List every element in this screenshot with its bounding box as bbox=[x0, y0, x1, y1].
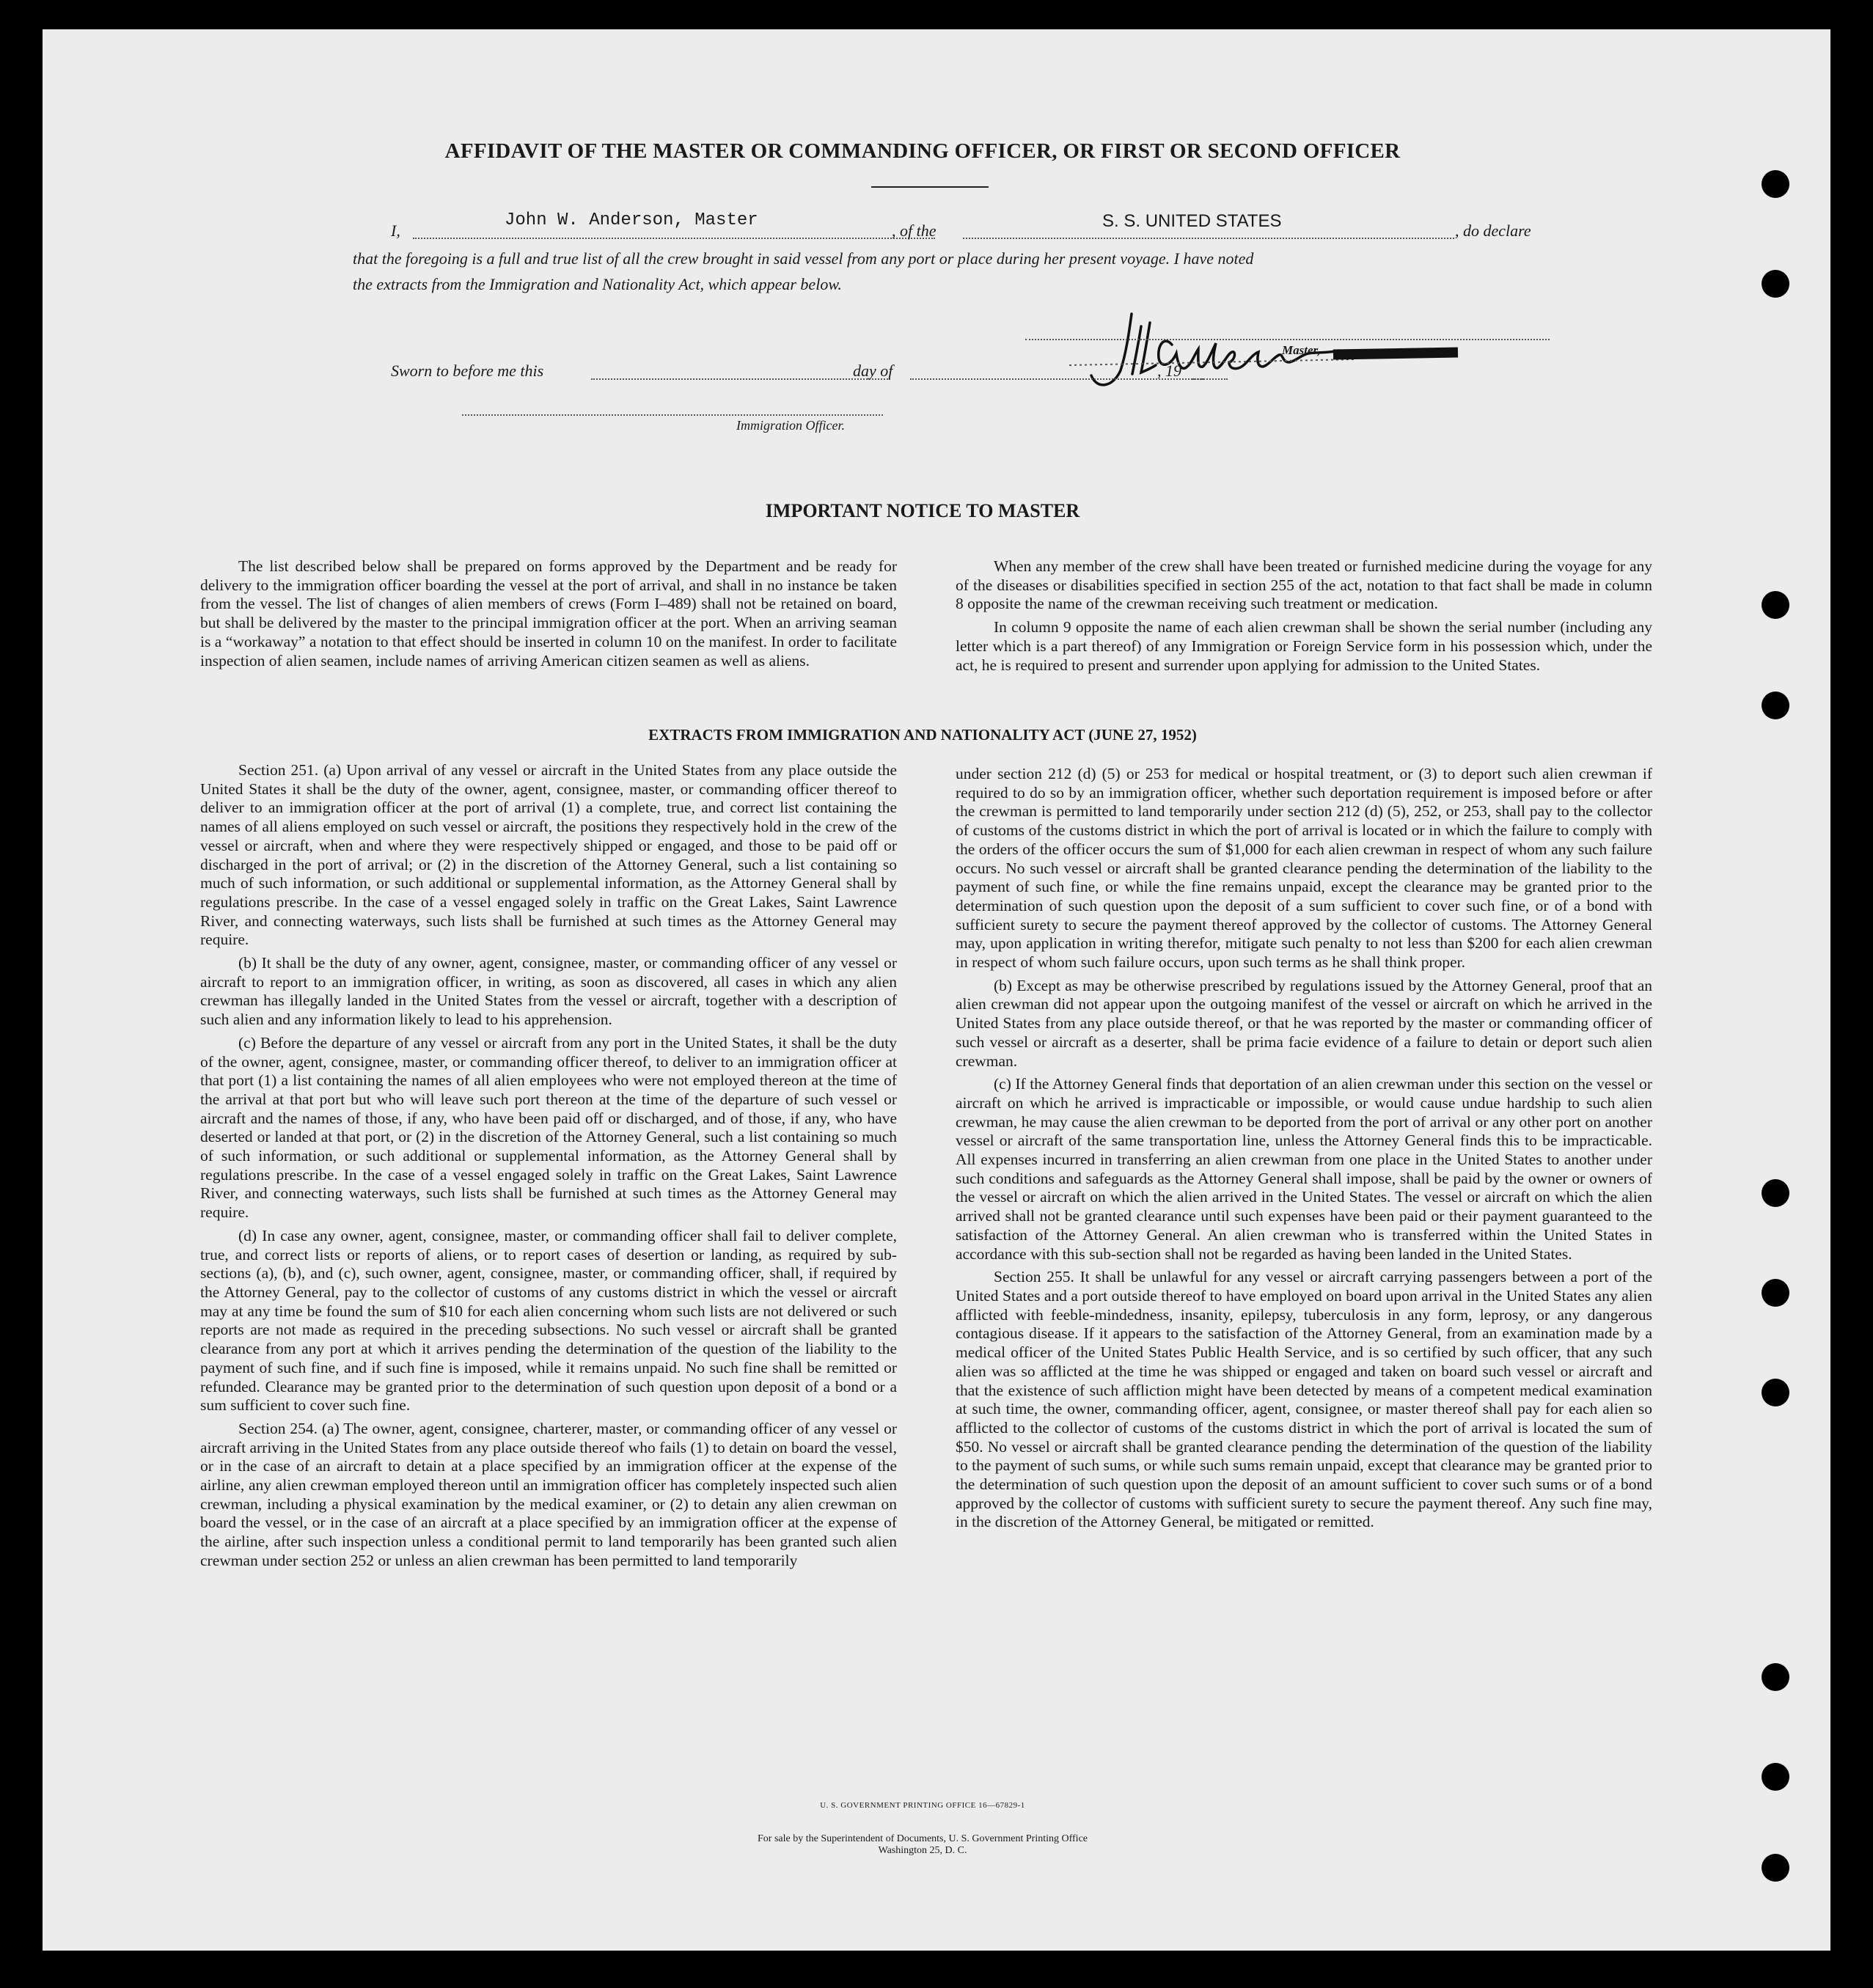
notice-right-column bbox=[956, 557, 1652, 679]
i-label: I, bbox=[391, 221, 400, 240]
day-of-label: day of bbox=[853, 362, 893, 380]
immigration-officer-label: Immigration Officer. bbox=[736, 418, 845, 433]
section-254-c: (c) If the Attorney General finds that deportation of an alien crewman under this section on the vessel or aircraft on which he arrived is impracticable or impossible, or would cause undue hardship to such alien crewman, he may cause the alien crewman to be deported from the port of arrival or any other port on another vessel or aircraft of the same transportation line, unless the Attorney General finds this to be impracticable. All expenses incurred in transferring an alien crewman from one place in the United States to another under such conditions and safeguards as the Attorney General shall impose, shall be paid by the owner or owners of the vessel or aircraft on which the alien arrived in the United States. The vessel or aircraft on which the alien arrived shall not be granted clearance until such expenses have been paid or their payment guaranteed to the satisfaction of the Attorney General. An alien crewman who is transferred within the United States in accordance with this sub-section shall not be regarded as having been landed in the United States. bbox=[956, 1075, 1652, 1263]
binder-hole bbox=[1762, 1279, 1789, 1307]
document-page bbox=[43, 29, 1830, 1951]
year-line bbox=[1192, 378, 1228, 380]
extracts-left-column bbox=[200, 761, 897, 1575]
section-254-a: Section 254. (a) The owner, agent, consignee, charterer, master, or commanding officer of any vessel or aircraft arriving in the United States from any place outside thereof who fails (1) to detain on board the vessel, or in the case of an aircraft to detain at a place specified by an immigration officer at the expense of the airline, any alien crewman employed thereon until an immigration officer has completely inspected such alien crewman, including a physical examination by the medical examiner, or (2) to detain any alien crewman on board the vessel, or in the case of an aircraft at a place specified by an immigration officer at the expense of the airline, after such inspection unless a conditional permit to land temporarily has been granted such alien crewman under section 252 or unless an alien crewman has been permitted to land temporarily bbox=[200, 1419, 897, 1569]
section-251-b: (b) It shall be the duty of any owner, agent, consignee, master, or commanding officer of any vessel or aircraft to report to an immigration officer, in writing, as soon as discovered, all cases in which any alien crewman has illegally landed in the United States from the vessel or aircraft, together with a description of such alien and any information likely to lead to his apprehension. bbox=[200, 954, 897, 1029]
redaction-bar bbox=[1333, 348, 1458, 360]
section-254-b: (b) Except as may be otherwise prescribed by regulations issued by the Attorney General, proof that an alien crewman did not appear upon the outgoing manifest of the vessel or aircraft on which he arrived in the United States from any place outside thereof, or that he was reported by the master or commanding officer of such vessel or aircraft as a deserter, shall be prima facie evidence of a failure to detain or deport such alien crewman. bbox=[956, 976, 1652, 1070]
extracts-right-column bbox=[956, 765, 1652, 1536]
officer-line bbox=[462, 414, 883, 416]
declare-label: , do declare bbox=[1455, 221, 1531, 240]
notice-title: IMPORTANT NOTICE TO MASTER bbox=[765, 500, 1080, 521]
master-label: Master, bbox=[1282, 343, 1321, 357]
footer-line-2: Washington 25, D. C. bbox=[878, 1845, 967, 1856]
notice-left-column bbox=[200, 557, 897, 675]
binder-hole bbox=[1762, 1179, 1789, 1207]
footer-line-1: For sale by the Superintendent of Documents, U. S. Government Printing Office bbox=[758, 1833, 1088, 1844]
section-255: Section 255. It shall be unlawful for any vessel or aircraft carrying passengers between a port of the United States and a port outside thereof to have employed on board upon arrival in the United States any alien afflicted with feeble-mindedness, insanity, epilepsy, tuberculosis in any form, leprosy, or any dangerous contagious disease. If it appears to the satisfaction of the Attorney General, from an examination made by a medical officer of the United States Public Health Service, and is so certified by such officer, that any such alien was so afflicted at the time he was shipped or engaged and taken on board such vessel or aircraft and that the existence of such affliction might have been detected by means of a competent medical examination at such time, the owner, commanding officer, agent, consignee, or master thereof shall pay for each alien so afflicted to the collector of customs of the customs district in which the port of arrival is located the sum of $50. No vessel or aircraft shall be granted clearance pending the determination of the question of the liability to the payment of such sums, or while such sums remain unpaid, except that clearance may be granted prior to the determination of such question upon the deposit of an amount sufficient to cover such sums or of a bond approved by the collector of customs with sufficient surety to secure the payment thereof. Any such fine may, in the discretion of the Attorney General, be mitigated or remitted. bbox=[956, 1268, 1652, 1531]
extracts-title: EXTRACTS FROM IMMIGRATION AND NATIONALITY ACT (JUNE 27, 1952) bbox=[648, 726, 1197, 744]
vessel-line bbox=[963, 238, 1454, 239]
of-the-label: , of the bbox=[892, 221, 936, 240]
name-line bbox=[413, 238, 935, 239]
affidavit-title: AFFIDAVIT OF THE MASTER OR COMMANDING OFFICER, OR FIRST OR SECOND OFFICER bbox=[444, 139, 1401, 163]
notice-left-paragraph: The list described below shall be prepared on forms approved by the Department and be ready for delivery to the immigration officer boarding the vessel at the port of arrival, and shall in no instance be taken from the vessel. The list of changes of alien members of crews (Form I–489) shall not be retained on board, but shall be delivered by the master to the principal immigration officer at the port. When an arriving seaman is a “workaway” a notation to that effect should be inserted in column 10 on the manifest. In order to facilitate inspection of alien seamen, include names of arriving American citizen seamen as well as aliens. bbox=[200, 557, 897, 670]
binder-hole bbox=[1762, 591, 1789, 619]
section-251-d: (d) In case any owner, agent, consignee, master, or commanding officer shall fail to deliver complete, true, and correct lists or reports of aliens, or to report cases of desertion or landing, as required by sub-sections (a), (b), and (c), such owner, agent, consignee, master, or commanding officer, shall, if required by the Attorney General, pay to the collector of customs of any customs district in which the vessel or aircraft may at any time be found the sum of $10 for each alien concerning whom such lists are not delivered or such reports are not made as required in the preceding subsections. No such vessel or aircraft shall be granted clearance from any port at which it arrives pending the determination of the question of the liability to the payment of such fine, and if such fine is imposed, while it remains unpaid. No such fine shall be remitted or refunded. Clearance may be granted prior to the determination of such question upon deposit of a bond or a sum sufficient to cover such fine. bbox=[200, 1226, 897, 1415]
footer bbox=[43, 1833, 1803, 1857]
printer-line: U. S. GOVERNMENT PRINTING OFFICE 16—67829-1 bbox=[820, 1801, 1025, 1810]
binder-hole bbox=[1762, 1379, 1789, 1406]
section-251-a: Section 251. (a) Upon arrival of any vessel or aircraft in the United States from any place outside the United States it shall be the duty of the owner, agent, consignee, master, or commanding officer thereof to deliver to an immigration officer at the port of arrival (1) a complete, true, and correct list containing the names of all aliens employed on such vessel or aircraft, the positions they respectively hold in the crew of the vessel or aircraft, when and where they were respectively shipped or engaged, and those to be paid off or discharged in the port of arrival; or (2) in the discretion of the Attorney General, such a list containing so much of such information, or such additional or supplemental information, as the Attorney General shall by regulations prescribe. In the case of a vessel engaged solely in traffic on the Great Lakes, Saint Lawrence River, and connecting waterways, such lists shall be furnished at such times as the Attorney General may require. bbox=[200, 761, 897, 949]
binder-hole bbox=[1762, 1763, 1789, 1791]
section-251-c: (c) Before the departure of any vessel or aircraft from any port in the United States, it shall be the duty of the owner, agent, consignee, master, or commanding officer thereof, to deliver to an immigration officer at that port (1) a list containing the names of all alien employees who were not employed thereon at the time of the arrival at that port but who will leave such port thereon at the time of the departure of such vessel or aircraft and the names of those, if any, who have been paid off or discharged, and of those, if any, who have deserted or landed at that port, or (2) in the discretion of the Attorney General, such a list containing so much of such information, or such additional or supplemental information, as the Attorney General shall by regulations prescribe. In the case of a vessel engaged solely in traffic on the Great Lakes, Saint Lawrence River, and connecting waterways, such lists shall be furnished at such times as the Attorney General may require. bbox=[200, 1033, 897, 1222]
binder-hole bbox=[1762, 1663, 1789, 1691]
master-name-value: John W. Anderson, Master bbox=[505, 210, 758, 230]
title-rule bbox=[871, 186, 989, 188]
section-254-a-continued: under section 212 (d) (5) or 253 for medical or hospital treatment, or (3) to deport such alien crewman if required to do so by an immigration officer, whether such deportation requirement is imposed before or after the crewman is permitted to land temporarily under section 212 (d) (5), 252, or 253, shall pay to the collector of customs of the customs district in which the port of arrival is located or in which the failure to comply with the orders of the officer occurs the sum of $1,000 for each alien crewman in respect of whom any such failure occurs. No such vessel or aircraft shall be granted clearance pending the determination of the liability to the payment of such fine, or while the fine remains unpaid, except the clearance may be granted prior to the determination of such question upon the deposit of a sum sufficient to cover such fine, or of a bond with sufficient surety to secure the payment thereof approved by the collector of customs. The Attorney General may, upon application in writing therefor, mitigate such penalty to not less than $200 for each alien crewman in respect of whom such failure occurs, upon such terms as he shall think proper. bbox=[956, 765, 1652, 972]
sworn-day-line bbox=[591, 378, 890, 380]
binder-hole bbox=[1762, 692, 1789, 719]
sworn-label: Sworn to before me this bbox=[391, 362, 544, 380]
statement-line-2: the extracts from the Immigration and Nationality Act, which appear below. bbox=[353, 275, 842, 293]
vessel-name-value: S. S. UNITED STATES bbox=[1102, 211, 1282, 231]
binder-hole bbox=[1762, 270, 1789, 298]
binder-hole bbox=[1762, 1854, 1789, 1882]
notice-right-paragraph-2: In column 9 opposite the name of each alien crewman shall be shown the serial number (including any letter which is a part thereof) of any Immigration or Foreign Service form in his possession which, under the act, he is required to present and surrender upon applying for admission to the United States. bbox=[956, 618, 1652, 674]
binder-hole bbox=[1762, 170, 1789, 198]
year-label: , 19 bbox=[1157, 362, 1181, 380]
notice-right-paragraph-1: When any member of the crew shall have been treated or furnished medicine during the voyage for any of the diseases or disabilities specified in section 255 of the act, notation to that fact shall be made in column 8 opposite the name of the crewman receiving such treatment or medication. bbox=[956, 557, 1652, 613]
handwritten-signature bbox=[1062, 301, 1370, 411]
statement-line-1: that the foregoing is a full and true list of all the crew brought in said vessel from any port or place during her present voyage. I have noted bbox=[353, 249, 1254, 268]
signature-line bbox=[1025, 339, 1550, 340]
